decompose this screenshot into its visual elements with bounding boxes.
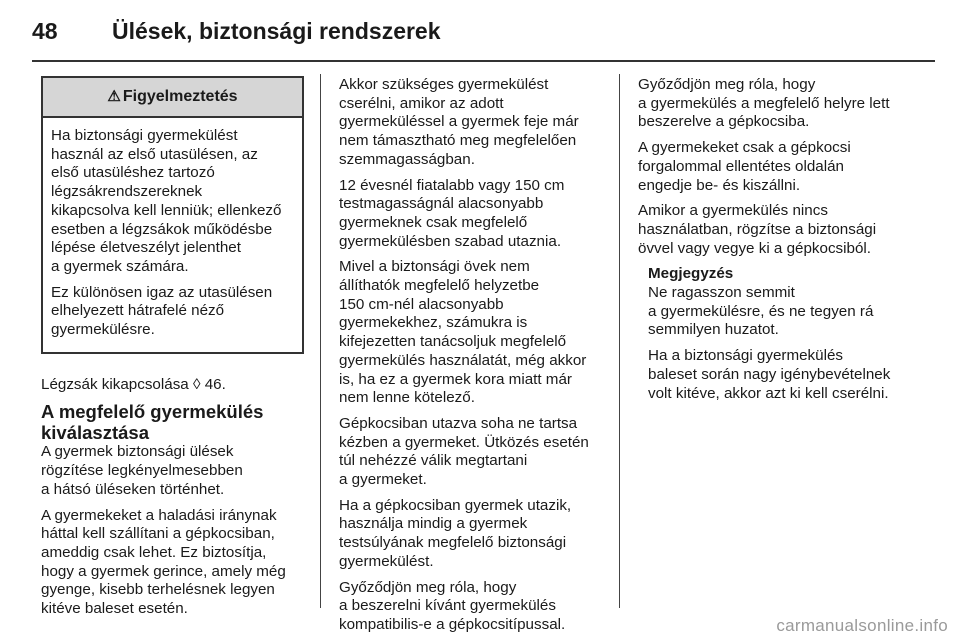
note-paragraph: Ne ragasszon semmit a gyermekülésre, és ne tegyen rá semmilyen huzatot. [648,284,874,339]
note-title: Megjegyzés [648,265,734,283]
warning-header [43,78,302,118]
column-2 [339,76,609,642]
paragraph: A gyermekeket a haladási iránynak háttal kell szállítani a gépkocsiban, ameddig csak lehet. Ez biztosítja, hogy a gyermek gerince, amely még gyenge, kisebb terhelésnek legyen kitéve baleset esetén. [41,506,286,618]
paragraph: Győződjön meg róla, hogy a beszerelni kívánt gyermekülés kompatibilis-e a gépkocsitípussal. [339,578,566,633]
page-reference-arrow-icon: ◊ [192,375,201,393]
warning-title: Figyelmeztetés [122,87,238,105]
warning-paragraph: Ha biztonsági gyermekülést használ az első utasülésen, az első utasüléshez tartozó légzsákrendszereknek kikapcsolva kell lenniük; ellenkező esetben a légzsákok működésbe lépése életveszélyt jelenthet a gyermek számára. [51,127,282,275]
warning-triangle-icon: ⚠ [107,87,121,105]
column-3 [638,76,928,410]
paragraph: Győződjön meg róla, hogy a gyermekülés a megfelelő helyre lett beszerelve a gépkocsiba. [638,76,890,131]
page-title: Ülések, biztonsági rendszerek [112,18,441,44]
column-divider [320,74,321,608]
paragraph: Ha a gépkocsiban gyermek utazik, használja mindig a gyermek testsúlyának megfelelő biztonsági gyermekülést. [339,496,572,570]
warning-paragraph: Ez különösen igaz az utasülésen elhelyezett hátrafelé néző gyermekülésre. [51,283,273,339]
header-rule [32,60,935,62]
page-number: 48 [32,18,58,44]
airbag-cross-reference[interactable]: Légzsák kikapcsolása ◊ 46. [41,375,226,393]
section-heading: A megfelelő gyermekülés kiválasztása [41,401,264,444]
note-paragraph: Ha a biztonsági gyermekülés baleset során nagy igénybevételnek volt kitéve, akkor azt ki kell cserélni. [648,347,891,402]
paragraph: Gépkocsiban utazva soha ne tartsa kézben a gyermeket. Ütközés esetén túl nehézzé válik megtartani a gyermeket. [339,414,589,489]
paragraph: Amikor a gyermekülés nincs használatban, rögzítse a biztonsági övvel vagy vegye ki a gépkocsiból. [638,202,877,257]
paragraph: Mivel a biztonsági övek nem állíthatók megfelelő helyzetbe 150 cm-nél alacsonyabb gyermekekhez, számukra is kifejezetten tanácsoljuk megfelelő gyermekülés használatát, még akkor is, ha ez a gyermek kora miatt már nem lenne kötelező. [339,258,587,407]
note-block [648,265,928,403]
paragraph: Akkor szükséges gyermekülést cserélni, amikor az adott gyermeküléssel a gyermek feje már nem támasztható meg megfelelően szemmagasságban. [339,76,579,168]
warning-box [41,76,304,354]
column-1 [41,76,306,626]
column-divider [619,74,620,608]
warning-body [43,118,302,352]
watermark: carmanualsonline.info [776,616,948,635]
paragraph: A gyermek biztonsági ülések rögzítése legkényelmesebben a hátsó üléseken történhet. [41,443,243,498]
paragraph: A gyermekeket csak a gépkocsi forgalommal ellentétes oldalán engedje be- és kiszállni. [638,139,851,194]
paragraph: 12 évesnél fiatalabb vagy 150 cm testmagasságnál alacsonyabb gyermeknek csak megfelelő gyermekülésben szabad utaznia. [339,176,565,250]
